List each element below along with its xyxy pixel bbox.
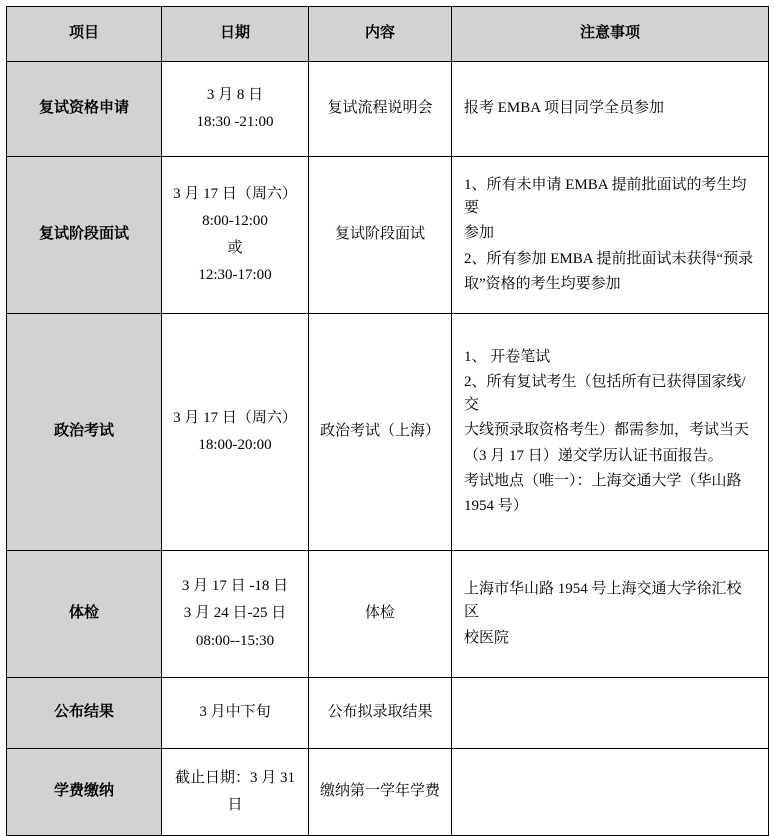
cell-notes <box>452 551 769 678</box>
cell-content <box>309 749 452 836</box>
column-header-date: 日期 <box>162 7 309 62</box>
date-line: 3 月 24 日-25 日 <box>183 605 287 622</box>
cell-content <box>309 157 452 314</box>
cell-date <box>162 314 309 551</box>
table-header-row <box>7 7 769 62</box>
content-line: 复试流程说明会 <box>327 100 433 117</box>
date-line: 截止日期：3 月 31 <box>174 769 295 786</box>
notes-line: 大线预录取资格考生）都需参加，考试当天 <box>464 422 750 439</box>
notes-line: 考试地点（唯一）：上海交通大学（华山路 <box>464 472 742 489</box>
date-line: 8:00-12:00 <box>202 212 268 229</box>
cell-notes <box>452 749 769 836</box>
date-line: 12:30-17:00 <box>198 267 272 284</box>
cell-notes <box>452 314 769 551</box>
notes-line: 2、所有复试考生（包括所有已获得国家线/交 <box>464 373 746 414</box>
schedule-table <box>6 6 769 836</box>
date-line: 3 月 17 日（周六） <box>173 185 297 202</box>
date-line: 3 月 17 日 -18 日 <box>181 578 289 595</box>
column-header-item: 项目 <box>7 7 162 62</box>
date-line: 日 <box>227 797 243 813</box>
notes-line: 报考 EMBA 项目同学全员参加 <box>464 100 665 117</box>
cell-content <box>309 551 452 678</box>
notes-line: 上海市华山路 1954 号上海交通大学徐汇校区 <box>464 581 742 621</box>
cell-content <box>309 678 452 749</box>
date-line: 3 月中下旬 <box>199 704 271 721</box>
content-line: 缴纳第一学年学费 <box>319 783 440 800</box>
cell-item: 复试资格申请 <box>7 62 162 157</box>
cell-date <box>162 157 309 314</box>
table-row <box>7 749 769 836</box>
cell-date <box>162 749 309 836</box>
date-line: 或 <box>227 240 243 256</box>
cell-notes <box>452 678 769 749</box>
table-row <box>7 314 769 551</box>
cell-item: 学费缴纳 <box>7 749 162 836</box>
notes-line: 2、所有参加 EMBA 提前批面试未获得“预录 <box>464 250 754 267</box>
cell-item: 政治考试 <box>7 314 162 551</box>
column-header-content: 内容 <box>309 7 452 62</box>
notes-line: （3 月 17 日）递交学历认证书面报告。 <box>464 447 723 464</box>
cell-date <box>162 551 309 678</box>
date-line: 3 月 17 日（周六） <box>173 409 297 426</box>
notes-line: 参加 <box>464 225 495 242</box>
cell-item: 公布结果 <box>7 678 162 749</box>
date-line: 18:00-20:00 <box>198 437 272 453</box>
table-row <box>7 678 769 749</box>
cell-content <box>309 62 452 157</box>
column-header-notes: 注意事项 <box>452 7 769 62</box>
cell-item: 体检 <box>7 551 162 678</box>
date-line: 08:00--15:30 <box>195 632 275 649</box>
content-line: 体检 <box>364 605 395 622</box>
table-row <box>7 62 769 157</box>
date-line: 3 月 8 日 <box>206 86 264 103</box>
cell-content <box>309 314 452 551</box>
cell-date <box>162 678 309 749</box>
cell-date <box>162 62 309 157</box>
notes-line: 1954 号） <box>464 498 528 515</box>
notes-line: 1、 开卷笔试 <box>464 348 551 365</box>
table-row <box>7 551 769 678</box>
content-line: 政治考试（上海） <box>319 423 440 440</box>
date-line: 18:30 -21:00 <box>196 114 274 130</box>
cell-item: 复试阶段面试 <box>7 157 162 314</box>
cell-notes <box>452 62 769 157</box>
content-line: 复试阶段面试 <box>334 226 425 243</box>
notes-line: 1、所有未申请 EMBA 提前批面试的考生均要 <box>464 176 747 217</box>
table-row <box>7 157 769 314</box>
content-line: 公布拟录取结果 <box>327 704 433 721</box>
notes-line: 取”资格的考生均要参加 <box>464 275 621 292</box>
cell-notes <box>452 157 769 314</box>
notes-line: 校医院 <box>464 629 510 646</box>
